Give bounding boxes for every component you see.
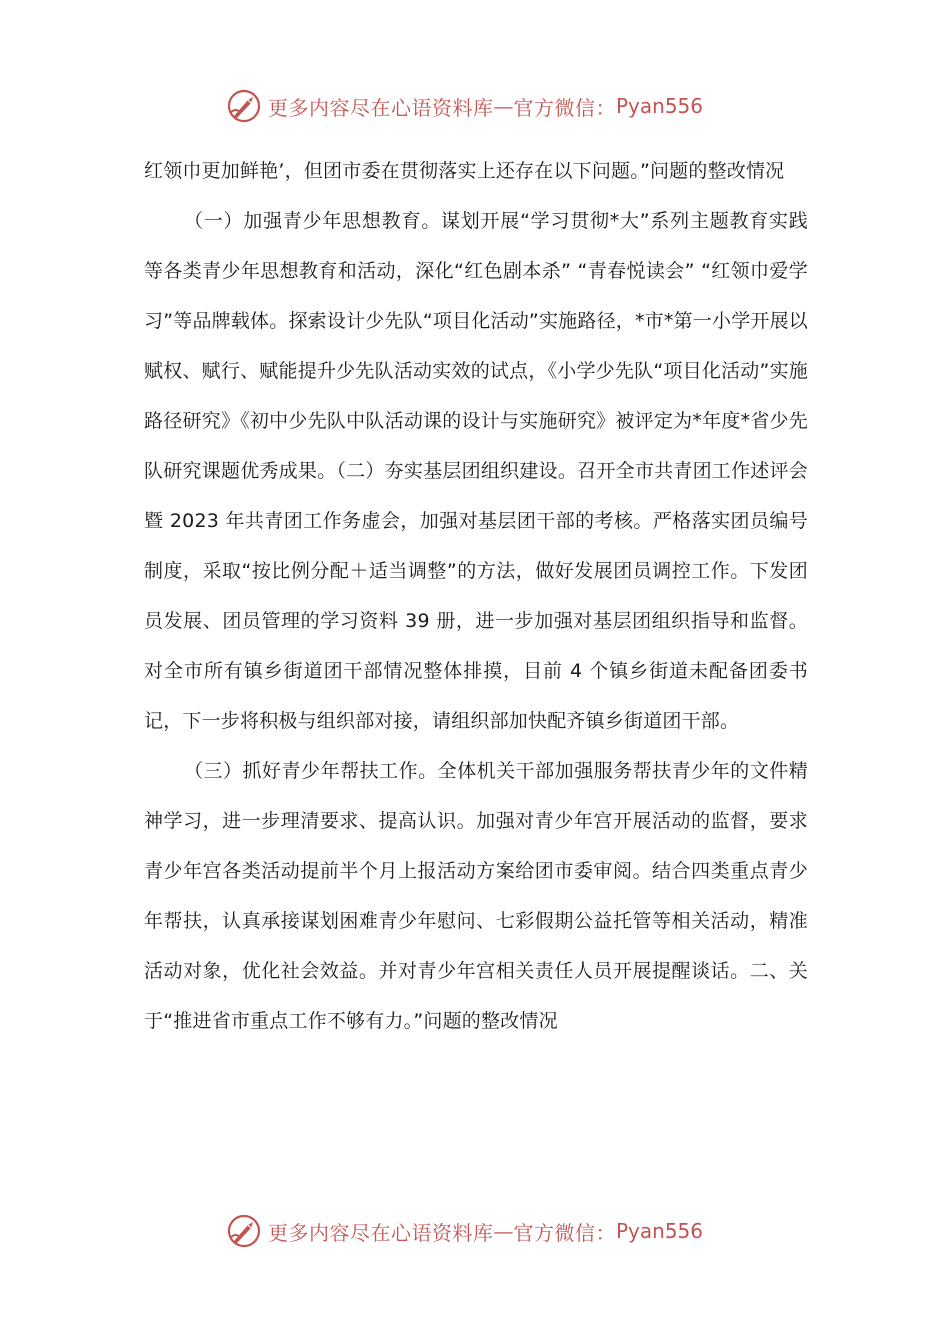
banner-title: 更多内容尽在心语资料库 <box>268 95 494 120</box>
paragraph-3: （三）抓好青少年帮扶工作。全体机关干部加强服务帮扶青少年的文件精神学习，进一步理清要求、提高认识。加强对青少年宫开展活动的监督，要求青少年宫各类活动提前半个月上报活动方案给团市委审阅。结合四类重点青少年帮扶，认真承接谋划困难青少年慰问、七彩假期公益托管等相关活动，精准活动对象，优化社会效益。并对青少年宫相关责任人员开展提醒谈话。二、关于“推进省市重点工作不够有力。”问题的整改情况 <box>144 760 808 1032</box>
pen-nib-logo-icon <box>226 1213 262 1249</box>
banner-wechat-handle: Pyan556 <box>616 1219 704 1243</box>
banner-official-label: 官方微信： <box>513 1220 616 1245</box>
header-watermark-banner <box>226 86 746 126</box>
banner-dash: — <box>493 94 514 118</box>
paragraph-1: 红领巾更加鲜艳’，但团市委在贯彻落实上还存在以下问题。”问题的整改情况 <box>144 160 785 182</box>
footer-watermark-banner <box>226 1211 746 1251</box>
banner-title: 更多内容尽在心语资料库 <box>268 1220 494 1245</box>
banner-official-label: 官方微信： <box>513 95 616 120</box>
paragraph-2: （一）加强青少年思想教育。谋划开展“学习贯彻*大”系列主题教育实践等各类青少年思想教育和活动，深化“红色剧本杀” “青春悦读会” “红领巾爱学习”等品牌载体。探索设计少先队“项目化活动”实施路径，*市*第一小学开展以赋权、赋行、赋能提升少先队活动实效的试点，《小学少先队“项目化活动”实施路径研究》《初中少先队中队活动课的设计与实施研究》被评定为*年度*省少先队研究课题优秀成果。（二）夯实基层团组织建设。召开全市共青团工作述评会暨 2023 年共青团工作务虚会，加强对基层团干部的考核。严格落实团员编号制度，采取“按比例分配＋适当调整”的方法，做好发展团员调控工作。下发团员发展、团员管理的学习资料 39 册，进一步加强对基层团组织指导和监督。对全市所有镇乡街道团干部情况整体排摸，目前 4 个镇乡街道未配备团委书记，下一步将积极与组织部对接，请组织部加快配齐镇乡街道团干部。 <box>144 210 808 732</box>
banner-dash: — <box>493 1219 514 1243</box>
banner-wechat-handle: Pyan556 <box>616 94 704 118</box>
document-body <box>144 146 808 1046</box>
pen-nib-logo-icon <box>226 88 262 124</box>
